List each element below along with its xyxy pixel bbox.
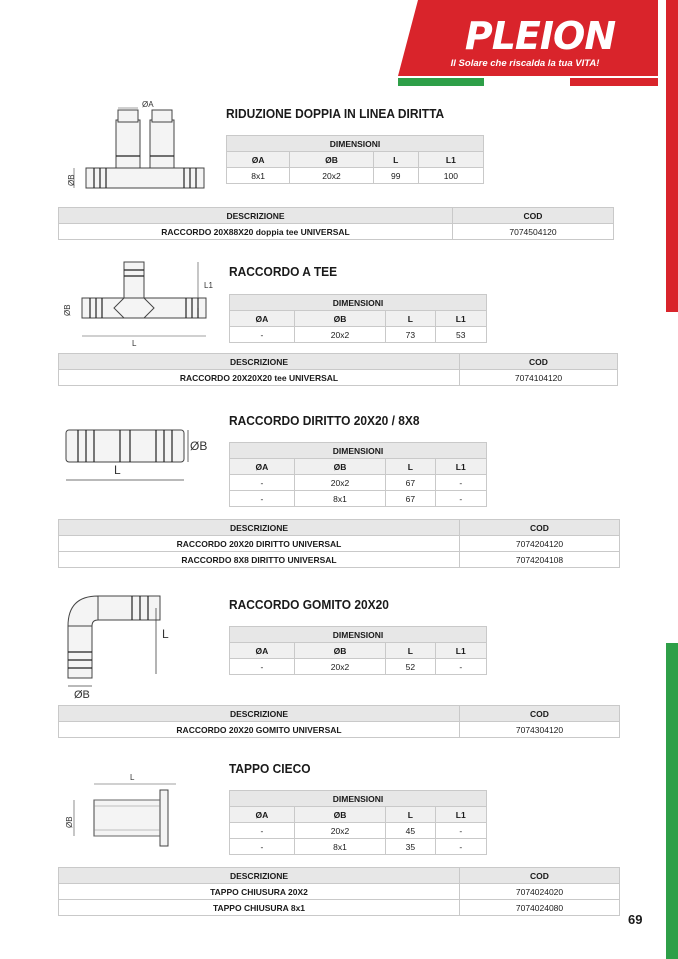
table-row: - 20x2 45 - <box>230 823 487 839</box>
tee-fitting-drawing <box>58 250 218 350</box>
table-row: TAPPO CHIUSURA 8x1 7074024080 <box>59 900 620 916</box>
red-side-stripe <box>666 0 678 312</box>
description-table: DESCRIZIONE COD TAPPO CHIUSURA 20X2 7074024020 TAPPO CHIUSURA 8x1 7074024080 <box>58 867 620 916</box>
svg-text:ØB: ØB <box>63 304 72 316</box>
svg-text:L: L <box>162 627 169 641</box>
table-row: 8x1 20x2 99 100 <box>227 168 484 184</box>
svg-text:L: L <box>130 773 135 782</box>
section-title: RACCORDO A TEE <box>229 264 338 279</box>
section-title: RACCORDO GOMITO 20X20 <box>229 597 389 612</box>
section-title: RACCORDO DIRITTO 20X20 / 8X8 <box>229 413 420 428</box>
brand-logo: PLEION <box>464 14 616 58</box>
table-row: RACCORDO 20X20 DIRITTO UNIVERSAL 7074204120 <box>59 536 620 552</box>
table-row: - 20x2 52 - <box>230 659 487 675</box>
brand-tagline: Il Solare che riscalda la tua VITA! <box>450 58 600 69</box>
table-row: TAPPO CHIUSURA 20X2 7074024020 <box>59 884 620 900</box>
dimensions-header: DIMENSIONI <box>227 136 484 152</box>
dimensions-table: DIMENSIONI ØA ØB L L1 8x1 20x2 99 100 <box>226 135 484 184</box>
table-row: - 8x1 35 - <box>230 839 487 855</box>
svg-text:L: L <box>114 463 121 477</box>
table-row: RACCORDO 20X20 GOMITO UNIVERSAL 7074304120 <box>59 722 620 738</box>
table-row: - 20x2 73 53 <box>230 327 487 343</box>
dimensions-table: DIMENSIONI ØA ØB L L1 - 20x2 52 - <box>229 626 487 675</box>
section-title: TAPPO CIECO <box>229 761 311 776</box>
description-table: DESCRIZIONE COD RACCORDO 20X20X20 tee UNIVERSAL 7074104120 <box>58 353 618 386</box>
dimensions-table: DIMENSIONI ØA ØB L L1 - 20x2 67 - - 8x1 67 - <box>229 442 487 507</box>
svg-text:ØB: ØB <box>65 816 74 828</box>
drawing-label-b: ØB <box>67 174 76 186</box>
green-side-stripe <box>666 643 678 959</box>
svg-text:L: L <box>132 339 137 348</box>
elbow-fitting-drawing <box>62 590 182 700</box>
section-title: RIDUZIONE DOPPIA IN LINEA DIRITTA <box>226 106 445 121</box>
table-row: - 8x1 67 - <box>230 491 487 507</box>
dimensions-table: DIMENSIONI ØA ØB L L1 - 20x2 45 - - 8x1 35 - <box>229 790 487 855</box>
drawing-label-a: ØA <box>142 100 154 109</box>
description-table: DESCRIZIONE COD RACCORDO 20X20 DIRITTO UNIVERSAL 7074204120 RACCORDO 8X8 DIRITTO UNIVERSAL 7074204108 <box>58 519 620 568</box>
table-row: RACCORDO 20X20X20 tee UNIVERSAL 7074104120 <box>59 370 618 386</box>
table-row: - 20x2 67 - <box>230 475 487 491</box>
table-row: RACCORDO 8X8 DIRITTO UNIVERSAL 7074204108 <box>59 552 620 568</box>
svg-text:L1: L1 <box>204 281 213 290</box>
double-reduction-drawing <box>60 96 210 198</box>
blind-cap-drawing <box>60 770 190 850</box>
description-table: DESCRIZIONE COD RACCORDO 20X88X20 doppia tee UNIVERSAL 7074504120 <box>58 207 614 240</box>
svg-text:ØB: ØB <box>190 439 208 453</box>
straight-fitting-drawing <box>58 420 218 490</box>
description-table: DESCRIZIONE COD RACCORDO 20X20 GOMITO UNIVERSAL 7074304120 <box>58 705 620 738</box>
page-number: 69 <box>628 912 643 927</box>
table-row: RACCORDO 20X88X20 doppia tee UNIVERSAL 7074504120 <box>59 224 614 240</box>
svg-text:ØB: ØB <box>74 689 90 700</box>
dimensions-table: DIMENSIONI ØA ØB L L1 - 20x2 73 53 <box>229 294 487 343</box>
